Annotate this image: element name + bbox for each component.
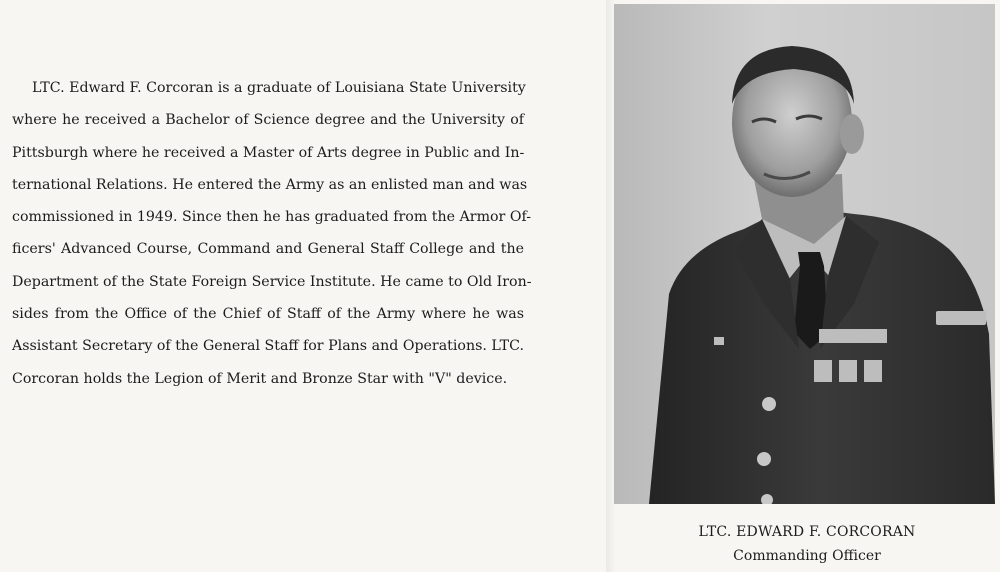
bio-line: commissioned in 1949. Since then he has graduated from the Armor Of- [12,209,532,226]
bio-line: LTC. Edward F. Corcoran is a graduate of Louisiana State University [32,80,526,96]
bio-line: Pittsburgh where he received a Master of Arts degree in Public and In- [12,144,525,161]
biography-text [12,72,532,395]
caption-title: Commanding Officer [733,548,881,564]
officer-portrait-photo [614,4,995,504]
bio-line: Corcoran holds the Legion of Merit and Bronze Star with "V" device. [12,370,508,387]
bio-line: sides from the Office of the Chief of Staff of the Army where he was [12,306,524,323]
caption-name: LTC. EDWARD F. CORCORAN [698,524,916,540]
bio-line: Department of the State Foreign Service Institute. He came to Old Iron- [12,273,532,290]
bio-line: Assistant Secretary of the General Staff for Plans and Operations. LTC. [12,338,524,355]
photo-caption [614,520,1000,568]
bio-line: where he received a Bachelor of Science degree and the University of [12,112,524,129]
bio-line: ficers' Advanced Course, Command and General Staff College and the [12,241,524,258]
bio-line: ternational Relations. He entered the Army as an enlisted man and was [12,176,528,193]
